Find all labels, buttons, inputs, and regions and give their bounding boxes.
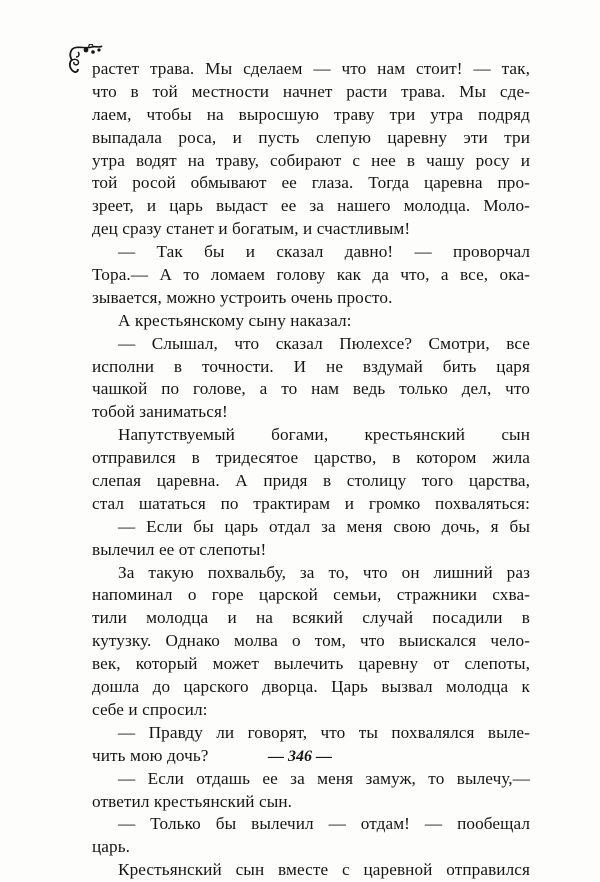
page-number: — 346 — [268,748,332,765]
text-line: лаем, чтобы на выросшую траву три утра подряд [92,104,530,124]
text-line: ответил крестьянский сын. [92,791,293,811]
text-line: чашкой по голове, а то нам ведь только дел, что [92,379,530,399]
text-line: что в той местности начнет расти трава. Мы сде- [92,81,530,101]
text-line: зывается, можно устроить очень просто. [92,287,393,307]
text-line: выпадала роса, и пусть слепую царевну эти три [92,127,530,147]
text-line: А крестьянскому сыну наказал: [118,310,352,330]
text-line: вылечил ее от слепоты! [92,539,267,559]
text-line: утра водят на траву, собирают с нее в чашу росу и [92,150,530,170]
text-line: исполни в точности. И не вздумай бить царя [92,356,530,376]
text-line: век, который может вылечить царевну от слепоты, [92,654,530,674]
text-line: царь. [92,837,131,857]
text-line: зреет, и царь выдаст ее за нашего молодца. Моло- [92,196,530,216]
text-line: дошла до царского дворца. Царь вызвал молодца к [92,677,530,697]
text-line: — Правду ли говорят, что ты похвалялся выле- [118,722,530,742]
text-line: растет трава. Мы сделаем — что нам стоит! — так, [92,59,530,78]
text-line: стал шататься по трактирам и громко похваляться: [92,493,530,513]
text-line: — Слышал, что сказал Пюлехсе? Смотри, все [118,333,530,353]
text-line: чить мою дочь? [92,745,209,765]
text-line: себе и спросил: [92,699,208,719]
text-line: — Если бы царь отдал за меня свою дочь, я бы [118,516,530,536]
text-line: тили молодца и на всякий случай посадили в [92,608,530,628]
text-line: слепая царевна. А придя в столицу того царства, [92,471,530,491]
text-line: Напутствуемый богами, крестьянский сын [118,425,530,445]
text-line: кутузку. Однако молва о том, что выискался чело- [92,631,530,651]
text-line: За такую похвальбу, за то, что он лишний раз [118,562,530,582]
text-line: — Если отдашь ее за меня замуж, то вылечу,— [118,768,530,788]
text-line: дец сразу станет и богатым, и счастливым! [92,219,411,239]
text-line: отправился в тридесятое царство, в котором жила [92,448,530,468]
text-line: — Так бы и сказал давно! — проворчал [118,242,530,262]
text-line: напоминал о горе царской семьи, стражники схва- [92,585,530,605]
text-line: — Только бы вылечил — отдам! — пообещал [118,814,530,834]
text-line: Тора.— А то ломаем голову как да что, а все, ока- [92,265,530,285]
text-line: Крестьянский сын вместе с царевной отправился [118,860,530,880]
text-line: тобой заниматься! [92,402,228,422]
text-line: той росой обмывают ее глаза. Тогда царевна про- [92,173,530,193]
